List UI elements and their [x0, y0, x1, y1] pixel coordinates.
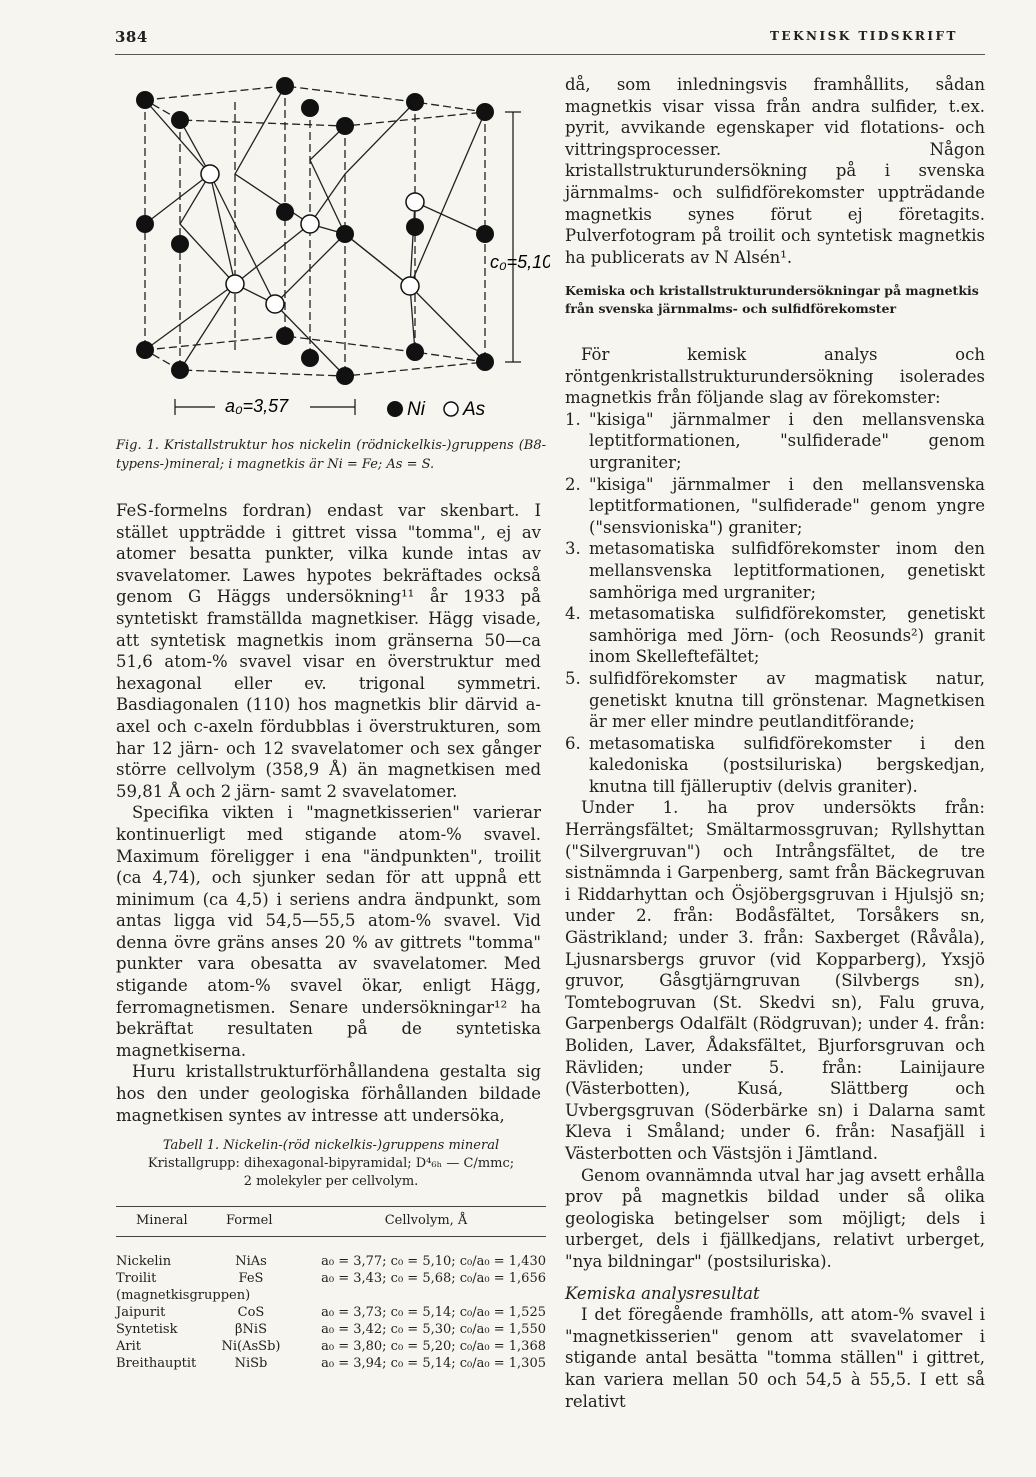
table-caption-line3: 2 molekyler per cellvolym.	[243, 1174, 419, 1189]
left-paragraph-3: Huru kristallstrukturförhållandena gestalta sig hos den under geologiska förhållanden bildade magnetkisen syntes av intresse att undersöka,	[116, 1062, 541, 1125]
table-row	[116, 1338, 546, 1355]
list-item	[565, 474, 985, 539]
left-paragraph-1: FeS-formelns fordran) endast var skenbart. I stället uppträdde i gittret vissa "tomma", ej av atomer besatta punkter, vilka kunde intas av svavelatomer. Lawes hypotes bekräftades också genom G Häggs undersökning¹¹ år 1933 på syntetiskt framställda magnetkiser. Hägg visade, att syntetisk magnetkis inom gränserna 50—ca 51,6 atom-% svavel visar en överstruktur med hexagonal eller ev. trigonal symmetri. Basdiagonalen (110) hos magnetkis blir därvid a-axel och c-axeln fördubblas i överstrukturen, som har 12 järn- och 12 svavelatomer och sex gånger större cellvolym (358,9 Å) än magnetkisen med 59,81 Å och 2 järn- samt 2 svavelatomer.	[116, 501, 541, 801]
cellvolym-cell: a₀ = 3,73; c₀ = 5,14; c₀/a₀ = 1,525	[321, 1305, 546, 1320]
col-cellvolym: Cellvolym, Å	[384, 1213, 468, 1228]
list-text: "kisiga" järnmalmer i den mellansvenska leptitformationen, "sulfiderade" genom urgraniter;	[589, 409, 985, 472]
list-number: 4.	[565, 604, 581, 624]
list-number: 6.	[565, 733, 581, 753]
mineral-cell: Troilit	[116, 1271, 157, 1286]
cellvolym-cell: a₀ = 3,77; c₀ = 5,10; c₀/a₀ = 1,430	[321, 1254, 546, 1269]
table-row	[116, 1355, 546, 1372]
mineral-cell: Nickelin	[116, 1254, 172, 1269]
col-mineral: Mineral	[136, 1213, 188, 1228]
cellvolym-cell: a₀ = 3,43; c₀ = 5,68; c₀/a₀ = 1,656	[321, 1271, 546, 1286]
formel-cell	[214, 1287, 288, 1304]
formel-cell: CoS	[237, 1305, 265, 1320]
page-number: 384	[115, 28, 148, 46]
table-row	[116, 1253, 546, 1270]
table-body	[116, 1253, 546, 1372]
list-number: 1.	[565, 409, 581, 429]
left-paragraph-2: Specifika vikten i "magnetkisserien" varierar kontinuerligt med stigande atom-% svavel. Maximum föreligger i ena "ändpunkten", troilit (ca 4,74), och sjunker sedan för att uppnå ett minimum (ca 4,5) i seriens andra ändpunkt, som antas ligga vid 54,5—55,5 atom-% svavel. Vid denna övre gräns anses 20 % av gittrets "tomma" punkter vara obesatta av svavelatomer. Med stigande atom-% svavel ökar, enligt Hägg, ferromagnetismen. Senare undersökningar¹² ha bekräftat resultaten på de syntetiska magnetkiserna.	[116, 803, 541, 1060]
as-legend-label: As	[463, 399, 486, 420]
left-column-body	[116, 500, 541, 1126]
table-row	[116, 1287, 546, 1304]
ni-legend-label: Ni	[407, 399, 425, 420]
mineral-cell: Arit	[116, 1339, 141, 1354]
ni-legend-icon	[387, 401, 403, 417]
list-item	[565, 603, 985, 668]
right-paragraph-1: då, som inledningsvis framhållits, sådan magnetkis visar vissa från andra sulfider, t.ex. pyrit, avvikande egenskaper vid flotations- och vittringsprocesser. Någon kristallstrukturundersökning på i svenska järnmalms- och sulfidförekomster uppträdande magnetkis synes förut ej företagits. Pulverfotogram på troilit och syntetisk magnetkis ha publicerats av N Alsén¹.	[565, 75, 985, 267]
figure-caption-text: Kristallstruktur hos nickelin (rödnickelkis-)gruppens (B8-typens-)mineral; i magnetkis är Ni = Fe; As = S.	[116, 438, 546, 472]
table-row	[116, 1270, 546, 1287]
figure-caption-number: Fig. 1.	[116, 438, 160, 453]
formel-cell: NiAs	[235, 1254, 267, 1269]
right-under-paragraph: Under 1. ha prov undersökts från: Herrängsfältet; Smältarmossgruvan; Ryllshyttan ("Silvergruvan") och Intrångsfältet, de tre sistnämnda i Garpenberg, samt från Bäckegruvan i Riddarhyttan och Ösjöbergsgruvan i Hjulsjö sn; under 2. från: Bodåsfältet, Torsåkers sn, Gästrikland; under 3. från: Saxberget (Råvåla), Ljusnarsbergs gruvor (vid Kopparberg), Yxsjö gruvor, Gåsgtjärngruvan (Silvbergs sn), Tomtebogruvan (St. Skedvi sn), Falu gruva, Garpenbergs Odalfält (Rödgruvan); under 4. från: Boliden, Laver, Ådaksfältet, Bjurforsgruvan och Rävliden; under 5. från: Lainijaure (Västerbotten), Kusá, Slättberg och Uvbergsgruvan (Söderbärke sn) i Dalarna samt Kleva i Småland; under 6. från: Nasafjäll i Västerbotten och Västsjön i Jämtland.	[565, 798, 985, 1163]
formel-cell: Ni(AsSb)	[221, 1339, 281, 1354]
mineral-cell: Breithauptit	[116, 1356, 197, 1371]
c0-label: c₀=5,10	[490, 252, 550, 272]
table-row	[116, 1304, 546, 1321]
mineral-cell: Jaipurit	[116, 1305, 166, 1320]
list-text: sulfidförekomster av magmatisk natur, genetiskt knutna till grönstenar. Magnetkisen är mer eller mindre peutlanditförande;	[589, 668, 985, 732]
as-legend-icon	[444, 402, 458, 416]
table-caption-number: Tabell 1.	[162, 1138, 220, 1153]
mineral-table	[116, 1206, 546, 1372]
right-last-paragraph: I det föregående framhölls, att atom-% svavel i "magnetkisserien" genom att svavelatomer i stigande antal besätta "tomma ställen" i gittret, kan variera mellan 50 och 54,5 à 55,5. I ett så relativt	[565, 1305, 985, 1411]
cellvolym-cell	[288, 1287, 546, 1304]
list-item	[565, 409, 985, 474]
mineral-cell: Syntetisk	[116, 1322, 178, 1337]
right-column-main	[565, 344, 985, 1412]
chem-results-subheading: Kemiska analysresultat	[565, 1283, 760, 1303]
journal-title: TEKNISK TIDSKRIFT	[770, 29, 958, 43]
formel-cell: βNiS	[235, 1322, 267, 1337]
right-genom-paragraph: Genom ovannämnda utval har jag avsett erhålla prov på magnetkis bildad under så olika geologiska betingelser som möjligt; dels i urberget, dels i fjällkedjans, relativt urberget, "nya bildningar" (postsiluriska).	[565, 1165, 985, 1271]
list-text: metasomatiska sulfidförekomster inom den mellansvenska leptitformationen, genetiskt samhöriga med urgraniter;	[589, 539, 985, 602]
table-caption-title: Nickelin-(röd nickelkis-)gruppens mineral	[223, 1138, 500, 1153]
a0-label: a₀=3,57	[225, 396, 289, 416]
cellvolym-cell: a₀ = 3,80; c₀ = 5,20; c₀/a₀ = 1,368	[321, 1339, 546, 1354]
col-formel: Formel	[226, 1213, 273, 1228]
crystal-diagram	[115, 72, 550, 442]
formel-cell: FeS	[238, 1271, 264, 1286]
list-text: "kisiga" järnmalmer i den mellansvenska leptitformationen, "sulfiderade" genom yngre ("sensvioniska") graniter;	[589, 474, 985, 537]
list-number: 2.	[565, 474, 581, 494]
table-row	[116, 1321, 546, 1338]
right-column-top	[565, 74, 985, 268]
table-caption-line2: Kristallgrupp: dihexagonal-bipyramidal; D⁴₆ₕ — C/mmc;	[147, 1156, 515, 1171]
list-number: 3.	[565, 539, 581, 559]
table-caption	[116, 1137, 546, 1191]
list-item	[565, 538, 985, 603]
list-text: metasomatiska sulfidförekomster, genetiskt samhöriga med Jörn- (och Reosunds²) granit inom Skelleftefältet;	[589, 604, 985, 667]
crystal-structure-figure	[115, 72, 550, 442]
list-text: metasomatiska sulfidförekomster i den kaledoniska (postsiluriska) bergskedjan, knutna till fjälleruptiv (delvis graniter).	[589, 733, 985, 796]
list-item	[565, 668, 985, 733]
figure-caption	[116, 436, 546, 474]
deposit-type-list	[565, 409, 985, 798]
cellvolym-cell: a₀ = 3,94; c₀ = 5,14; c₀/a₀ = 1,305	[321, 1356, 546, 1371]
list-number: 5.	[565, 668, 581, 688]
section-heading: Kemiska och kristallstrukturundersökningar på magnetkis från svenska järnmalms- och sulfidförekomster	[565, 283, 979, 316]
list-item	[565, 733, 985, 798]
formel-cell: NiSb	[234, 1356, 268, 1371]
cellvolym-cell: a₀ = 3,42; c₀ = 5,30; c₀/a₀ = 1,550	[321, 1322, 546, 1337]
table-header	[116, 1207, 546, 1236]
mineral-cell: (magnetkisgruppen)	[116, 1288, 251, 1303]
right-intro: För kemisk analys och röntgenkristallstrukturundersökning isolerades magnetkis från följande slag av förekomster:	[565, 345, 985, 408]
header-rule	[115, 54, 985, 55]
